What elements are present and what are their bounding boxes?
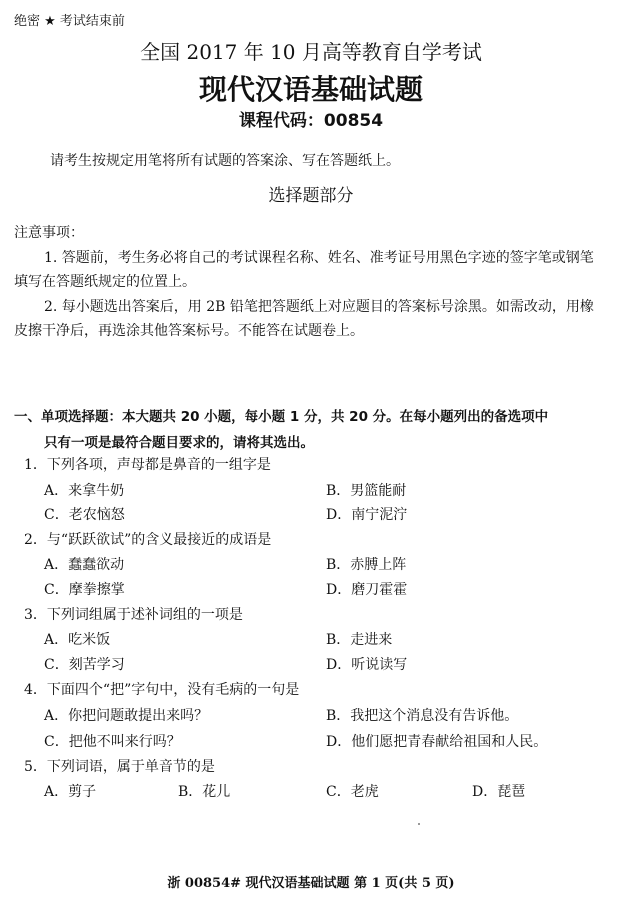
part-one-heading: 一、单项选择题：本大题共 20 小题，每小题 1 分，共 20 分。在每小题列出的备选项中 bbox=[14, 409, 549, 425]
exam-title: 全国 2017 年 10 月高等教育自学考试 bbox=[140, 40, 482, 64]
notes-line: 填写在答题纸规定的位置上。 bbox=[14, 274, 196, 290]
option-b: B．赤膊上阵 bbox=[326, 557, 407, 573]
question-stem: 5．下列词语，属于单音节的是 bbox=[24, 759, 215, 775]
option-d: D．磨刀霍霍 bbox=[326, 582, 408, 598]
option-a: A．剪子 bbox=[44, 784, 97, 800]
secret-label: 绝密 ★ 考试结束前 bbox=[14, 14, 125, 29]
option-b: B．走进来 bbox=[326, 632, 393, 648]
option-d: D．琵琶 bbox=[472, 784, 526, 800]
page-footer: 浙 00854# 现代汉语基础试题 第 1 页(共 5 页) bbox=[167, 876, 455, 891]
option-c: C．老农恼怒 bbox=[44, 507, 125, 523]
question-stem: 1．下列各项，声母都是鼻音的一组字是 bbox=[24, 457, 271, 473]
option-c: C．刻苦学习 bbox=[44, 657, 125, 673]
notes-line: 皮擦干净后，再选涂其他答案标号。不能答在试题卷上。 bbox=[14, 323, 364, 339]
notes-line: 2. 每小题选出答案后，用 2B 铅笔把答题纸上对应题目的答案标号涂黑。如需改动，用橡 bbox=[44, 299, 594, 315]
section-title: 选择题部分 bbox=[268, 186, 354, 206]
part-one-heading-cont: 只有一项是最符合题目要求的，请将其选出。 bbox=[44, 435, 314, 451]
option-b: B．我把这个消息没有告诉他。 bbox=[326, 708, 519, 724]
option-b: B．花儿 bbox=[178, 784, 231, 800]
instruction: 请考生按规定用笔将所有试题的答案涂、写在答题纸上。 bbox=[50, 153, 400, 169]
question-stem: 2．与“跃跃欲试”的含义最接近的成语是 bbox=[24, 532, 272, 548]
option-d: D．听说读写 bbox=[326, 657, 408, 673]
course-code: 课程代码：00854 bbox=[238, 111, 384, 131]
notes-line: 1. 答题前，考生务必将自己的考试课程名称、姓名、准考证号用黑色字迹的签字笔或钢笔 bbox=[44, 250, 594, 266]
question-stem: 3．下列词组属于述补词组的一项是 bbox=[24, 607, 243, 623]
notes-heading: 注意事项： bbox=[14, 225, 84, 241]
option-d: D．南宁泥泞 bbox=[326, 507, 408, 523]
option-b: B．男篮能耐 bbox=[326, 483, 407, 499]
option-a: A．你把问题敢提出来吗？ bbox=[44, 708, 209, 724]
option-d: D．他们愿把青春献给祖国和人民。 bbox=[326, 734, 548, 750]
option-c: C．老虎 bbox=[326, 784, 379, 800]
question-stem: 4．下面四个“把”字句中，没有毛病的一句是 bbox=[24, 682, 300, 698]
option-c: C．摩拳擦掌 bbox=[44, 582, 125, 598]
option-c: C．把他不叫来行吗？ bbox=[44, 734, 181, 750]
scan-speck bbox=[418, 823, 420, 825]
option-a: A．吃米饭 bbox=[44, 632, 111, 648]
subject-title: 现代汉语基础试题 bbox=[198, 73, 423, 106]
option-a: A．蠢蠢欲动 bbox=[44, 557, 125, 573]
option-a: A．来拿牛奶 bbox=[44, 483, 125, 499]
